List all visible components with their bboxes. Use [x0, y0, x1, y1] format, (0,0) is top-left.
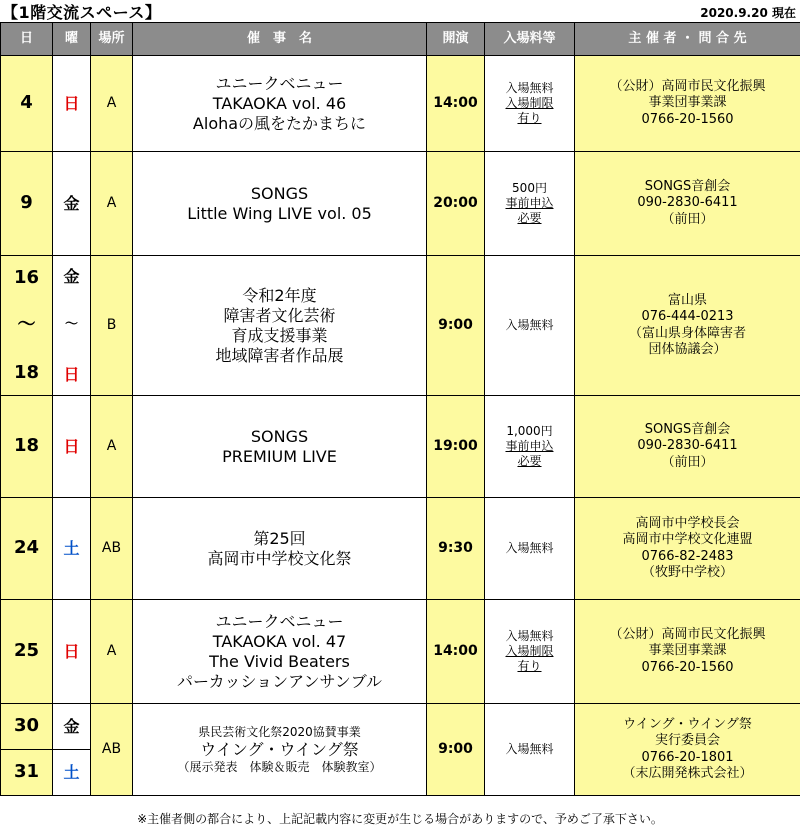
organizer-line: 0766-20-1560: [641, 659, 734, 675]
organizer-line: SONGS音創会: [644, 179, 731, 195]
day-range-separator: ～: [17, 314, 36, 336]
table-row: [1, 600, 800, 704]
organizer-cell: [575, 152, 800, 256]
fee-line: 入場無料: [505, 318, 554, 332]
event-cell: [133, 498, 427, 600]
event-cell: [133, 256, 427, 396]
place-cell: A: [91, 152, 133, 256]
place-cell: A: [91, 600, 133, 704]
time-cell: 9:30: [427, 498, 485, 600]
time-cell: 20:00: [427, 152, 485, 256]
organizer-cell: [575, 396, 800, 498]
fee-line: 入場制限: [505, 96, 554, 110]
day-cell: 4: [1, 56, 53, 152]
event-line: TAKAOKA vol. 47: [212, 631, 347, 651]
organizer-line: （公財）高岡市民文化振興: [609, 79, 766, 95]
page-title: 【1階交流スペース】: [2, 3, 162, 22]
weekday-cell: 日: [53, 56, 91, 152]
event-line: SONGS: [250, 183, 309, 203]
organizer-line: 0766-82-2483: [641, 548, 734, 564]
table-row: [1, 396, 800, 498]
weekday-cell: 金: [53, 152, 91, 256]
day-cell: 24: [1, 498, 53, 600]
organizer-line: 高岡市中学校長会: [635, 516, 740, 531]
footer-note: ※主催者側の都合により、上記記載内容に変更が生じる場合がありますので、予めご了承下さい。: [137, 812, 663, 826]
day-cell: 31: [1, 750, 53, 796]
fee-cell: [485, 56, 575, 152]
as-of-date: 2020.9.20 現在: [700, 6, 796, 20]
table-row: [1, 256, 800, 396]
organizer-line: （公財）高岡市民文化振興: [609, 627, 766, 643]
organizer-line: 高岡市中学校文化連盟: [622, 532, 753, 548]
organizer-line: 0766-20-1560: [641, 111, 734, 127]
weekday-end: 日: [63, 364, 80, 384]
event-line: 育成支援事業: [231, 325, 328, 345]
place-cell: A: [91, 56, 133, 152]
fee-cell: [485, 256, 575, 396]
event-cell: [133, 396, 427, 498]
day-end: 18: [13, 362, 40, 383]
event-line: 地域障害者作品展: [215, 345, 344, 365]
header-day: 日: [1, 23, 53, 56]
fee-line: 必要: [517, 454, 542, 468]
weekday-cell: 日: [53, 600, 91, 704]
fee-line: 入場無料: [505, 541, 554, 555]
fee-cell: [485, 498, 575, 600]
event-cell: [133, 600, 427, 704]
table-row: [1, 704, 800, 750]
fee-line: 必要: [517, 211, 542, 225]
fee-cell: [485, 600, 575, 704]
header-place: 場所: [91, 23, 133, 56]
organizer-line: ウイング・ウイング祭: [623, 717, 752, 732]
fee-cell: [485, 704, 575, 796]
organizer-line: 富山県: [667, 293, 707, 308]
event-line: ユニークベニュー: [215, 73, 344, 93]
fee-line: 入場無料: [505, 629, 554, 643]
event-cell: [133, 704, 427, 796]
organizer-line: 実行委員会: [654, 733, 720, 749]
event-line: PREMIUM LIVE: [222, 446, 337, 466]
table-row: [1, 152, 800, 256]
organizer-line: 0766-20-1801: [641, 749, 734, 765]
day-cell: 18: [1, 396, 53, 498]
weekday-range-separator: ～: [64, 317, 78, 333]
day-cell: 25: [1, 600, 53, 704]
organizer-cell: [575, 600, 800, 704]
event-cell: [133, 56, 427, 152]
place-cell: AB: [91, 498, 133, 600]
fee-line: 事前申込: [505, 439, 554, 453]
organizer-line: （牧野中学校）: [641, 564, 733, 580]
header-time: 開演: [427, 23, 485, 56]
header-organizer: 主 催 者 ・ 問 合 先: [575, 23, 800, 56]
weekday-range-cell: [53, 256, 91, 396]
table-row: [1, 498, 800, 600]
event-line: 県民芸術文化祭2020協賛事業: [198, 724, 361, 739]
time-cell: 14:00: [427, 56, 485, 152]
fee-line: 入場制限: [505, 644, 554, 658]
event-line: Alohaの風をたかまちに: [192, 113, 367, 133]
place-cell: B: [91, 256, 133, 396]
fee-line: 有り: [517, 111, 542, 125]
header-fee: 入場料等: [485, 23, 575, 56]
event-line: （展示発表 体験＆販売 体験教室）: [177, 759, 382, 774]
event-line: The Vivid Beaters: [209, 651, 350, 671]
day-cell: 30: [1, 704, 53, 750]
event-line: ユニークベニュー: [215, 611, 344, 631]
organizer-line: 076-444-0213: [641, 309, 734, 325]
table-row: [1, 56, 800, 152]
event-line: 第25回: [253, 528, 306, 548]
schedule-table: [0, 22, 800, 796]
organizer-line: 事業団事業課: [648, 643, 727, 659]
event-cell: [133, 152, 427, 256]
time-cell: 9:00: [427, 256, 485, 396]
organizer-cell: [575, 704, 800, 796]
weekday-start: 金: [63, 266, 80, 286]
fee-line: 有り: [517, 659, 542, 673]
header-row: [1, 23, 800, 56]
event-line: 令和2年度: [242, 285, 317, 305]
top-bar: [0, 0, 800, 22]
fee-cell: [485, 152, 575, 256]
time-cell: 14:00: [427, 600, 485, 704]
organizer-line: 事業団事業課: [648, 95, 727, 111]
fee-cell: [485, 396, 575, 498]
day-range-cell: [1, 256, 53, 396]
event-line: SONGS: [250, 426, 309, 446]
fee-line: 入場無料: [505, 742, 554, 756]
event-line: TAKAOKA vol. 46: [212, 93, 347, 113]
event-line: 高岡市中学校文化祭: [207, 548, 352, 568]
fee-line: 1,000円: [506, 424, 553, 438]
organizer-line: （富山県身体障害者: [628, 325, 746, 341]
header-weekday: 曜: [53, 23, 91, 56]
day-cell: 9: [1, 152, 53, 256]
place-cell: A: [91, 396, 133, 498]
weekday-cell: 日: [53, 396, 91, 498]
day-start: 16: [13, 266, 40, 288]
event-line: Little Wing LIVE vol. 05: [187, 203, 372, 223]
organizer-line: 団体協議会）: [648, 341, 727, 357]
weekday-cell: 土: [53, 498, 91, 600]
time-cell: 9:00: [427, 704, 485, 796]
organizer-line: （前田）: [661, 211, 714, 227]
organizer-line: （前田）: [661, 454, 714, 470]
organizer-cell: [575, 56, 800, 152]
organizer-line: 090-2830-6411: [637, 195, 738, 211]
fee-line: 500円: [512, 181, 547, 195]
header-event: 催 事 名: [133, 23, 427, 56]
weekday-cell: 土: [53, 750, 91, 796]
fee-line: 事前申込: [505, 196, 554, 210]
weekday-cell: 金: [53, 704, 91, 750]
organizer-line: （末広開発株式会社）: [622, 765, 753, 781]
event-line: ウイング・ウイング祭: [200, 739, 359, 759]
event-line: パーカッションアンサンブル: [176, 671, 383, 691]
organizer-line: SONGS音創会: [644, 422, 731, 438]
organizer-cell: [575, 256, 800, 396]
organizer-line: 090-2830-6411: [637, 438, 738, 454]
time-cell: 19:00: [427, 396, 485, 498]
organizer-cell: [575, 498, 800, 600]
place-cell: AB: [91, 704, 133, 796]
fee-line: 入場無料: [505, 81, 554, 95]
event-line: 障害者文化芸術: [223, 305, 336, 325]
